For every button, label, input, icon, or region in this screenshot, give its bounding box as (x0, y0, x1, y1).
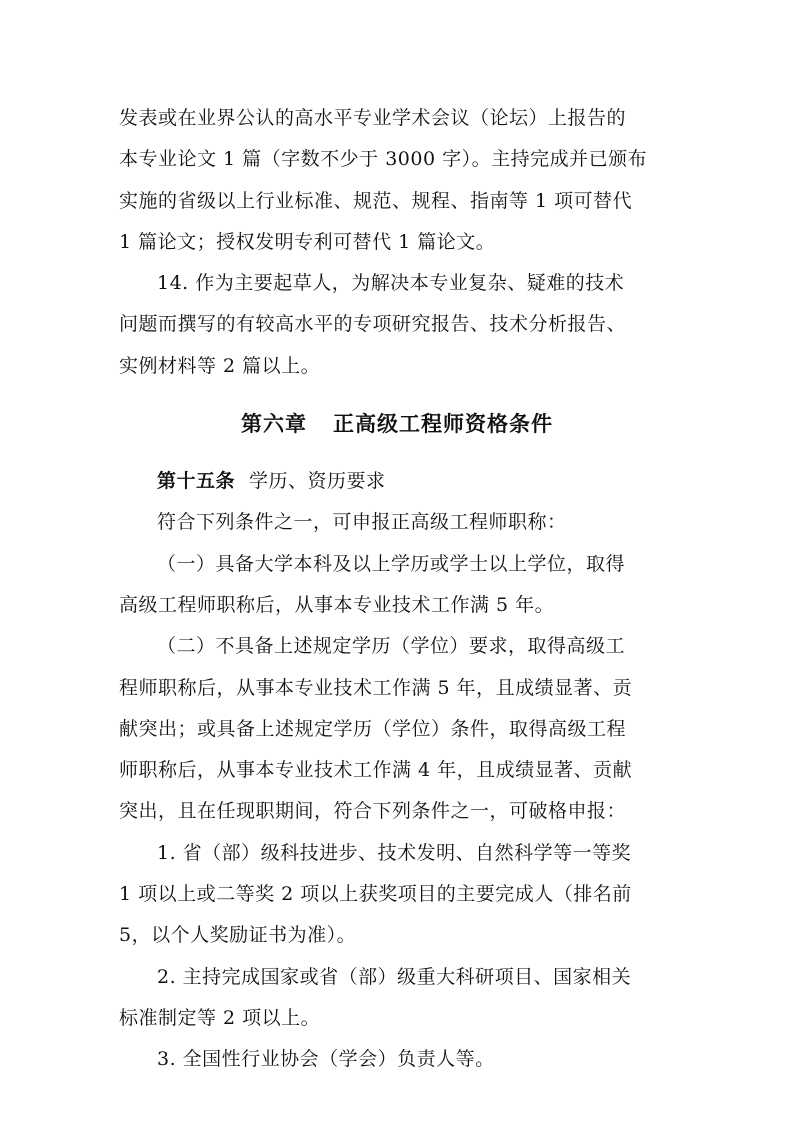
text-line: 5，以个人奖励证书为准）。 (119, 924, 357, 947)
text-line: 师职称后，从事本专业技术工作满 4 年，且成绩显著、贡献 (119, 759, 633, 782)
text-line: 14. 作为主要起草人，为解决本专业复杂、疑难的技术 (157, 272, 625, 295)
paragraph-sub-1 (119, 833, 675, 957)
chapter-number: 第六章 (241, 412, 307, 437)
text-line: 本专业论文 1 篇（字数不少于 3000 字）。主持完成并已颁布 (119, 148, 648, 171)
article-intro (119, 502, 675, 543)
text-line: 实施的省级以上行业标准、规范、规程、指南等 1 项可替代 (119, 189, 633, 212)
paragraph-clause-1 (119, 544, 675, 627)
article-heading (119, 461, 675, 502)
text-line: 发表或在业界公认的高水平专业学术会议（论坛）上报告的 (119, 107, 627, 129)
paragraph-sub-2 (119, 957, 675, 1040)
paragraph-clause-2 (119, 626, 675, 832)
text-line: 1. 省（部）级科技进步、技术发明、自然科学等一等奖 (157, 841, 632, 864)
text-line: 献突出；或具备上述规定学历（学位）条件，取得高级工程 (119, 717, 627, 740)
text-line: 实例材料等 2 篇以上。 (119, 354, 321, 377)
text-line: 1 项以上或二等奖 2 项以上获奖项目的主要完成人（排名前 (119, 883, 632, 906)
article-subtitle: 学历、资历要求 (249, 470, 386, 493)
page-content (119, 98, 675, 1081)
text-line: 高级工程师职称后，从事本专业技术工作满 5 年。 (119, 593, 555, 616)
text-line: 程师职称后，从事本专业技术工作满 5 年，且成绩显著、贡 (119, 676, 633, 699)
text-line: （二）不具备上述规定学历（学位）要求，取得高级工 (157, 635, 626, 658)
text-line: 3. 全国性行业协会（学会）负责人等。 (157, 1048, 495, 1071)
text-line: 标准制定等 2 项以上。 (119, 1006, 321, 1029)
chapter-title: 正高级工程师资格条件 (333, 412, 553, 437)
text-line: （一）具备大学本科及以上学历或学士以上学位，取得 (157, 552, 626, 575)
text-line: 突出，且在任现职期间，符合下列条件之一，可破格申报： (119, 800, 627, 823)
text-line: 2. 主持完成国家或省（部）级重大科研项目、国家相关 (157, 965, 632, 988)
paragraph-continuation (119, 98, 675, 263)
text-line: 1 篇论文；授权发明专利可替代 1 篇论文。 (119, 230, 496, 253)
article-number: 第十五条 (157, 470, 236, 493)
text-line: 符合下列条件之一，可申报正高级工程师职称： (157, 511, 567, 534)
paragraph-item-14 (119, 263, 675, 387)
paragraph-sub-3 (119, 1039, 675, 1080)
text-line: 问题而撰写的有较高水平的专项研究报告、技术分析报告、 (119, 313, 627, 336)
chapter-heading (119, 409, 675, 439)
